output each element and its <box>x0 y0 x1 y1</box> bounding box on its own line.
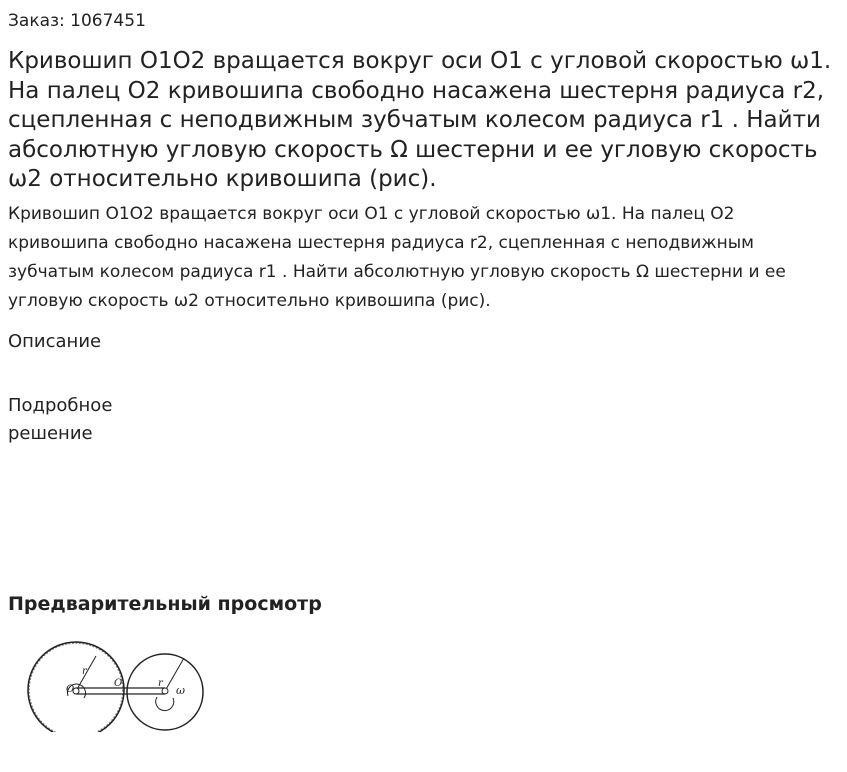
label-o1: O <box>66 684 75 695</box>
label-r2: r <box>158 678 163 689</box>
label-r1: r <box>82 666 87 677</box>
preview-figure <box>26 640 208 732</box>
preview-heading: Предварительный просмотр <box>8 593 322 615</box>
task-title: Кривошип O1O2 вращается вокруг оси O1 с угловой скоростью ω1. На палец O2 кривошипа свободно насажена шестерня радиуса r2, сцепленная с неподвижным зубчатым колесом радиуса r1 . Найти абсолютную угловую скорость Ω шестерни и ее угловую скорость ω2 относительно кривошипа (рис). <box>8 48 832 192</box>
fixed-gear <box>28 642 124 732</box>
axis-o2 <box>162 688 168 694</box>
description-label: Описание <box>8 331 102 352</box>
task-description: Кривошип O1O2 вращается вокруг оси O1 с угловой скоростью ω1. На палец O2 кривошипа свободно насажена шестерня радиуса r2, сцепленная с неподвижным зубчатым колесом радиуса r1 . Найти абсолютную угловую скорость Ω шестерни и ее угловую скорость ω2 относительно кривошипа (рис). <box>8 204 786 311</box>
solution-label: Подробное решение <box>8 395 113 444</box>
order-number: Заказ: 1067451 <box>8 11 146 31</box>
rotation-arrow-o2 <box>156 697 174 711</box>
label-o2-left: O <box>114 678 123 689</box>
label-omega: ω <box>176 684 185 697</box>
